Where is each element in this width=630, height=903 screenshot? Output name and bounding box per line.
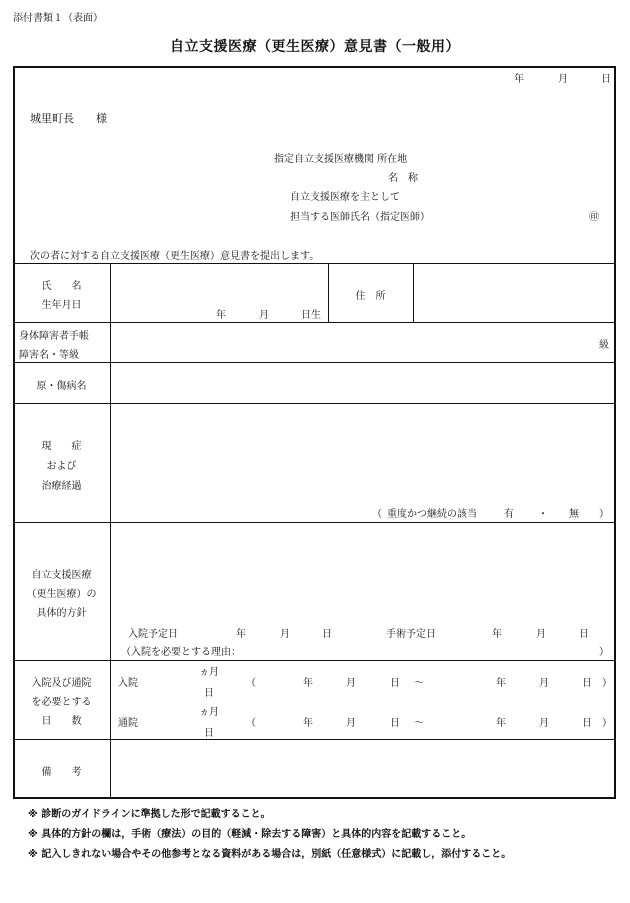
name-label: 氏 名 <box>41 281 82 292</box>
policy-label-2: （更生医療）の <box>26 589 97 600</box>
note-attachment: ※ 記入しきれない場合やその他参考となる資料がある場合は，別紙（任意様式）に記載し，添付すること。 <box>28 849 512 860</box>
inpatient-range-open: （ <box>246 678 256 689</box>
form-frame <box>13 66 616 799</box>
severity-open: （ <box>372 509 382 520</box>
outpatient-from-day: 日 <box>390 718 400 729</box>
severity-no: 無 <box>569 509 579 520</box>
admission-month-unit: 月 <box>280 629 290 640</box>
disability-grade-label: 障害名・等級 <box>19 350 79 361</box>
admission-reason-label: （入院を必要とする理由： <box>121 647 241 658</box>
date-year-unit: 年 <box>514 74 524 85</box>
inpatient-from-month: 月 <box>346 678 356 689</box>
divider <box>13 362 616 363</box>
institution-address-label: 指定自立支援医療機関 所在地 <box>274 154 408 165</box>
severity-close: ） <box>599 509 609 520</box>
policy-label-3: 具体的方針 <box>36 608 87 619</box>
surgery-day-unit: 日 <box>579 629 589 640</box>
symptom-label-2: および <box>46 461 77 472</box>
inpatient-days-unit: 日 <box>204 688 214 699</box>
inpatient-from-day: 日 <box>390 678 400 689</box>
admission-reason-close: ） <box>599 647 609 658</box>
outpatient-to-year: 年 <box>496 718 506 729</box>
seal-mark: ㊞ <box>589 212 599 223</box>
divider <box>13 403 616 404</box>
divider <box>13 739 616 740</box>
admission-year-unit: 年 <box>236 629 246 640</box>
address-label: 住 所 <box>355 291 386 302</box>
note-guideline: ※ 診断のガイドラインに準拠した形で記載すること。 <box>28 809 271 820</box>
severity-yes: 有 <box>504 509 514 520</box>
divider <box>13 522 616 523</box>
inpatient-from-year: 年 <box>303 678 313 689</box>
severity-text: 重度かつ継続の該当 <box>387 509 477 520</box>
birth-label: 生年月日 <box>41 300 82 311</box>
outpatient-to-day: 日 <box>582 718 592 729</box>
disease-label: 原・傷病名 <box>36 381 87 392</box>
inpatient-to-day: 日 <box>582 678 592 689</box>
divider <box>13 263 616 264</box>
severity-dot: ・ <box>538 509 548 520</box>
outpatient-range-close: ） <box>602 718 612 729</box>
policy-label-1: 自立支援医療 <box>31 570 92 581</box>
symptom-label-1: 現 症 <box>41 441 82 452</box>
inpatient-to-month: 月 <box>539 678 549 689</box>
inpatient-range-close: ） <box>602 678 612 689</box>
outpatient-days-unit: 日 <box>204 728 214 739</box>
surgery-planned-label: 手術予定日 <box>386 629 436 640</box>
institution-name-label: 名 称 <box>388 173 418 184</box>
outpatient-range-open: （ <box>246 718 256 729</box>
grade-unit: 級 <box>599 340 609 351</box>
divider <box>13 322 616 323</box>
birth-day-unit: 日生 <box>301 310 321 321</box>
days-label-2: を必要とする <box>31 697 92 708</box>
remarks-label: 備 考 <box>41 767 82 778</box>
date-day-unit: 日 <box>601 74 611 85</box>
doctor-label-line2: 担当する医師氏名（指定医師） <box>290 212 430 223</box>
days-label-1: 入院及び通院 <box>31 678 92 689</box>
outpatient-from-month: 月 <box>346 718 356 729</box>
admission-day-unit: 日 <box>322 629 332 640</box>
date-month-unit: 月 <box>558 74 568 85</box>
divider <box>413 263 414 322</box>
intro-text: 次の者に対する自立支援医療（更生医療）意見書を提出します。 <box>30 251 320 262</box>
addressee: 城里町長 様 <box>30 112 107 125</box>
symptom-label-3: 治療経過 <box>41 481 82 492</box>
outpatient-tilde: 〜 <box>414 718 424 729</box>
outpatient-months-unit: ヵ月 <box>199 707 219 718</box>
divider <box>13 660 616 661</box>
admission-planned-label: 入院予定日 <box>128 629 178 640</box>
outpatient-from-year: 年 <box>303 718 313 729</box>
days-label-3: 日 数 <box>41 716 82 727</box>
doctor-label-line1: 自立支援医療を主として <box>290 192 400 203</box>
inpatient-months-unit: ヵ月 <box>199 667 219 678</box>
inpatient-label: 入院 <box>118 678 138 689</box>
divider <box>110 263 111 799</box>
page-title: 自立支援医療（更生医療）意見書（一般用） <box>170 39 460 55</box>
inpatient-tilde: 〜 <box>414 678 424 689</box>
outpatient-label: 通院 <box>118 718 138 729</box>
note-policy-field: ※ 具体的方針の欄は，手術（療法）の目的（軽減・除去する障害）と具体的内容を記載すること。 <box>28 829 472 840</box>
surgery-year-unit: 年 <box>492 629 502 640</box>
birth-year-unit: 年 <box>216 310 226 321</box>
inpatient-to-year: 年 <box>496 678 506 689</box>
attachment-label: 添付書類１（表面） <box>13 13 103 24</box>
birth-month-unit: 月 <box>259 310 269 321</box>
handbook-label: 身体障害者手帳 <box>19 331 89 342</box>
outpatient-to-month: 月 <box>539 718 549 729</box>
surgery-month-unit: 月 <box>536 629 546 640</box>
